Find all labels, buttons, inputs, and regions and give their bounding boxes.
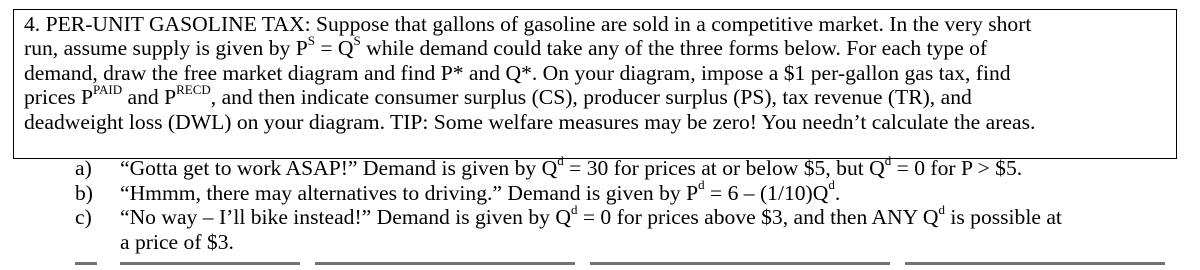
- supply-quantity-superscript: S: [353, 33, 361, 49]
- part-b-letter: b): [75, 180, 93, 205]
- problem-statement-box: [13, 9, 1177, 159]
- price-paid-superscript: PAID: [92, 82, 123, 98]
- part-b: [75, 177, 1185, 206]
- part-b-text-3: .: [834, 180, 841, 205]
- demand-parts-list: [75, 152, 1185, 254]
- part-a-text-1: “Gotta get to work ASAP!” Demand is given by Q: [120, 156, 558, 180]
- part-b-demand-superscript-1: d: [698, 177, 705, 193]
- problem-line-4-start: prices P: [24, 85, 93, 110]
- part-c-text-1: “No way – I’ll bike instead!” Demand is given by Q: [120, 205, 571, 230]
- problem-line-5: deadweight loss (DWL) on your diagram. TIP: Some welfare measures may be zero! You needn’t calculate the areas.: [24, 109, 1036, 134]
- price-received-superscript: RECD: [176, 82, 211, 98]
- part-c: [75, 202, 1185, 230]
- part-c-continuation: [75, 230, 1185, 255]
- problem-line-4-mid: and P: [122, 85, 177, 110]
- part-a-letter: a): [75, 156, 92, 180]
- problem-line-1: 4. PER-UNIT GASOLINE TAX: Suppose that gallons of gasoline are sold in a competitive market. In the very short: [24, 12, 1032, 36]
- part-a-demand-superscript-1: d: [557, 152, 564, 168]
- part-a-demand-superscript-2: d: [884, 152, 892, 168]
- part-c-text-2: = 0 for prices above $3, and then ANY Q: [577, 205, 939, 230]
- part-c-demand-superscript-2: d: [938, 202, 945, 218]
- part-c-text-line-2: a price of $3.: [120, 229, 234, 254]
- part-b-text-2: = 6 – (1/10)Q: [704, 180, 829, 205]
- problem-line-2: [24, 33, 1176, 61]
- problem-line-2-start: run, assume supply is given by P: [24, 36, 308, 61]
- supply-superscript: S: [307, 33, 315, 49]
- part-b-text-1: “Hmmm, there may alternatives to driving.” Demand is given by P: [120, 180, 699, 205]
- part-a-text-2: = 30 for prices at or below $5, but Q: [563, 156, 885, 180]
- problem-line-4: [24, 82, 1176, 110]
- part-c-demand-superscript-1: d: [570, 202, 578, 218]
- part-c-text: [120, 202, 1062, 230]
- part-b-demand-superscript-2: d: [828, 177, 835, 193]
- part-c-text-3: is possible at: [944, 205, 1062, 230]
- problem-line-2-equation: = Q: [314, 36, 354, 61]
- part-a-text: [120, 152, 1023, 181]
- part-c-letter: c): [75, 205, 92, 230]
- part-a-text-3: = 0 for P > $5.: [891, 156, 1023, 180]
- part-b-text: [120, 177, 841, 206]
- problem-line-3: demand, draw the free market diagram and find P* and Q*. On your diagram, impose a $1 per-gallon gas tax, find: [24, 60, 1011, 85]
- cut-off-next-line: [75, 262, 1175, 270]
- problem-line-2-end: while demand could take any of the three forms below. For each type of: [360, 36, 988, 61]
- problem-line-4-end: , and then indicate consumer surplus (CS), producer surplus (PS), tax revenue (TR), and: [210, 85, 972, 110]
- part-a: [75, 152, 1185, 181]
